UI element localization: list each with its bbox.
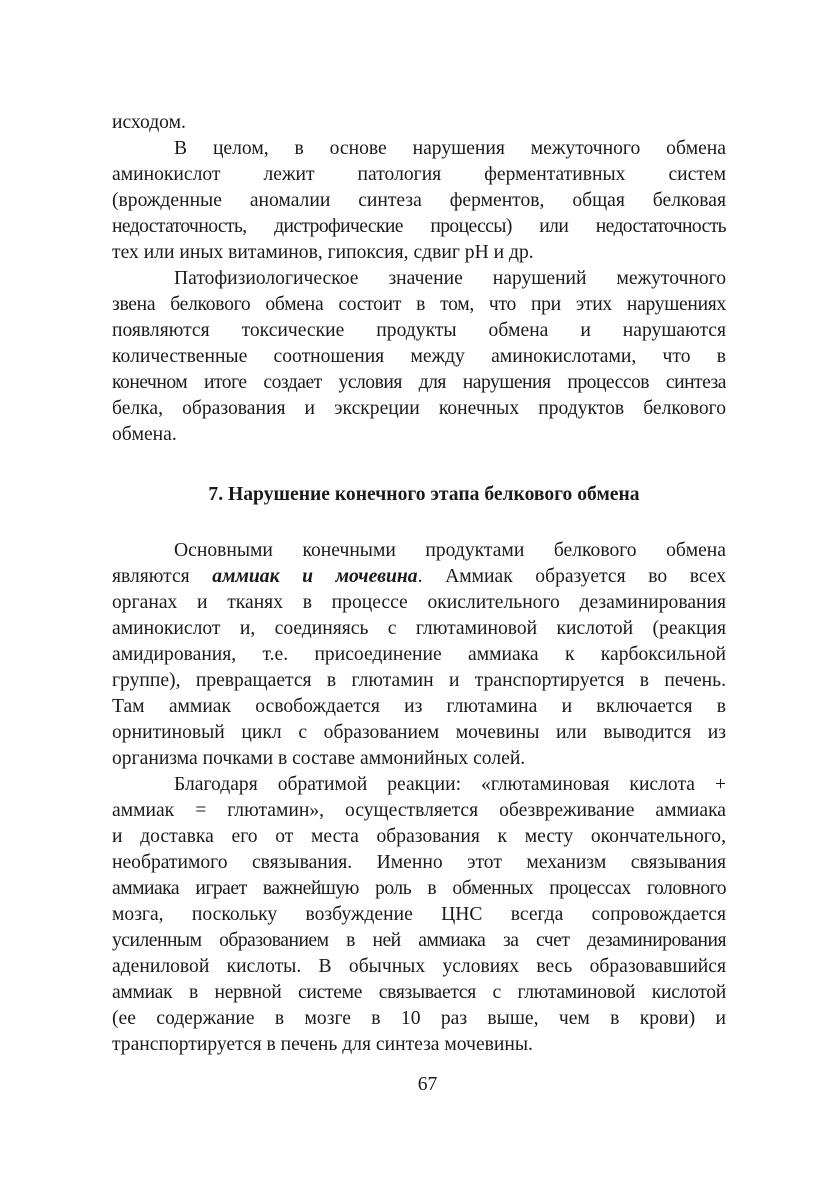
text-fragment: . Аммиак образуется во всех (417, 566, 727, 587)
text-line: В целом, в основе нарушения межуточного обмена (174, 138, 726, 159)
section-heading: 7. Нарушение конечного этапа белкового обмена (208, 484, 640, 505)
text-line: аммиак в нервной системе связывается с глютаминовой кислотой (112, 982, 726, 1003)
text-line-emphasis (112, 564, 726, 590)
text-line: обмена. (112, 424, 177, 445)
text-line: недостаточность, дистрофические процессы) или недостаточность (112, 216, 726, 237)
emphasized-terms: аммиак и мочевина (212, 566, 418, 587)
text-line: группе), превращается в глютамин и транспортируется в печень. (112, 670, 726, 691)
text-line: органах и тканях в процессе окислительного дезаминирования (112, 592, 726, 613)
section-1-text (112, 110, 726, 448)
text-line: количественные соотношения между аминокислотами, что в (112, 346, 726, 367)
section-2-text (112, 538, 726, 1058)
text-fragment: являются (112, 566, 213, 587)
text-line: белка, образования и экскреции конечных продуктов белкового (112, 398, 726, 419)
text-line: усиленным образованием в ней аммиака за счет дезаминирования (112, 930, 726, 951)
text-line: Патофизиологическое значение нарушений межуточного (174, 268, 726, 289)
text-line: и доставка его от места образования к месту окончательного, (112, 826, 726, 847)
text-line: аминокислот и, соединяясь с глютаминовой кислотой (реакция (112, 618, 726, 639)
text-line: адениловой кислоты. В обычных условиях весь образовавшийся (112, 956, 726, 977)
text-line: организма почками в составе аммонийных солей. (112, 748, 526, 769)
text-line: (врожденные аномалии синтеза ферментов, общая белковая (112, 190, 726, 211)
text-line: конечном итоге создает условия для нарушения процессов синтеза (112, 372, 726, 393)
text-line: тех или иных витаминов, гипоксия, сдвиг pH и др. (112, 242, 534, 263)
text-line: орнитиновый цикл с образованием мочевины или выводится из (112, 722, 726, 743)
text-line: амидирования, т.е. присоединение аммиака к карбоксильной (112, 644, 726, 665)
text-line: мозга, поскольку возбуждение ЦНС всегда сопровождается (112, 904, 726, 925)
text-line: звена белкового обмена состоит в том, что при этих нарушениях (112, 294, 726, 315)
text-line: аммиака играет важнейшую роль в обменных процессах головного (112, 878, 726, 899)
text-line: Там аммиак освобождается из глютамина и включается в (112, 696, 726, 717)
page-number: 67 (417, 1074, 438, 1095)
text-line: аминокислот лежит патология ферментативных систем (112, 164, 726, 185)
text-line: Благодаря обратимой реакции: «глютаминовая кислота + (174, 774, 726, 795)
text-line: транспортируется в печень для синтеза мочевины. (112, 1034, 533, 1055)
text-line: (ее содержание в мозге в 10 раз выше, чем в крови) и (112, 1008, 726, 1029)
text-line: аммиак = глютамин», осуществляется обезвреживание аммиака (112, 800, 726, 821)
text-line: Основными конечными продуктами белкового обмена (174, 540, 726, 561)
text-line: исходом. (112, 112, 186, 133)
text-line: появляются токсические продукты обмена и нарушаются (112, 320, 726, 341)
text-line: необратимого связывания. Именно этот механизм связывания (112, 852, 726, 873)
